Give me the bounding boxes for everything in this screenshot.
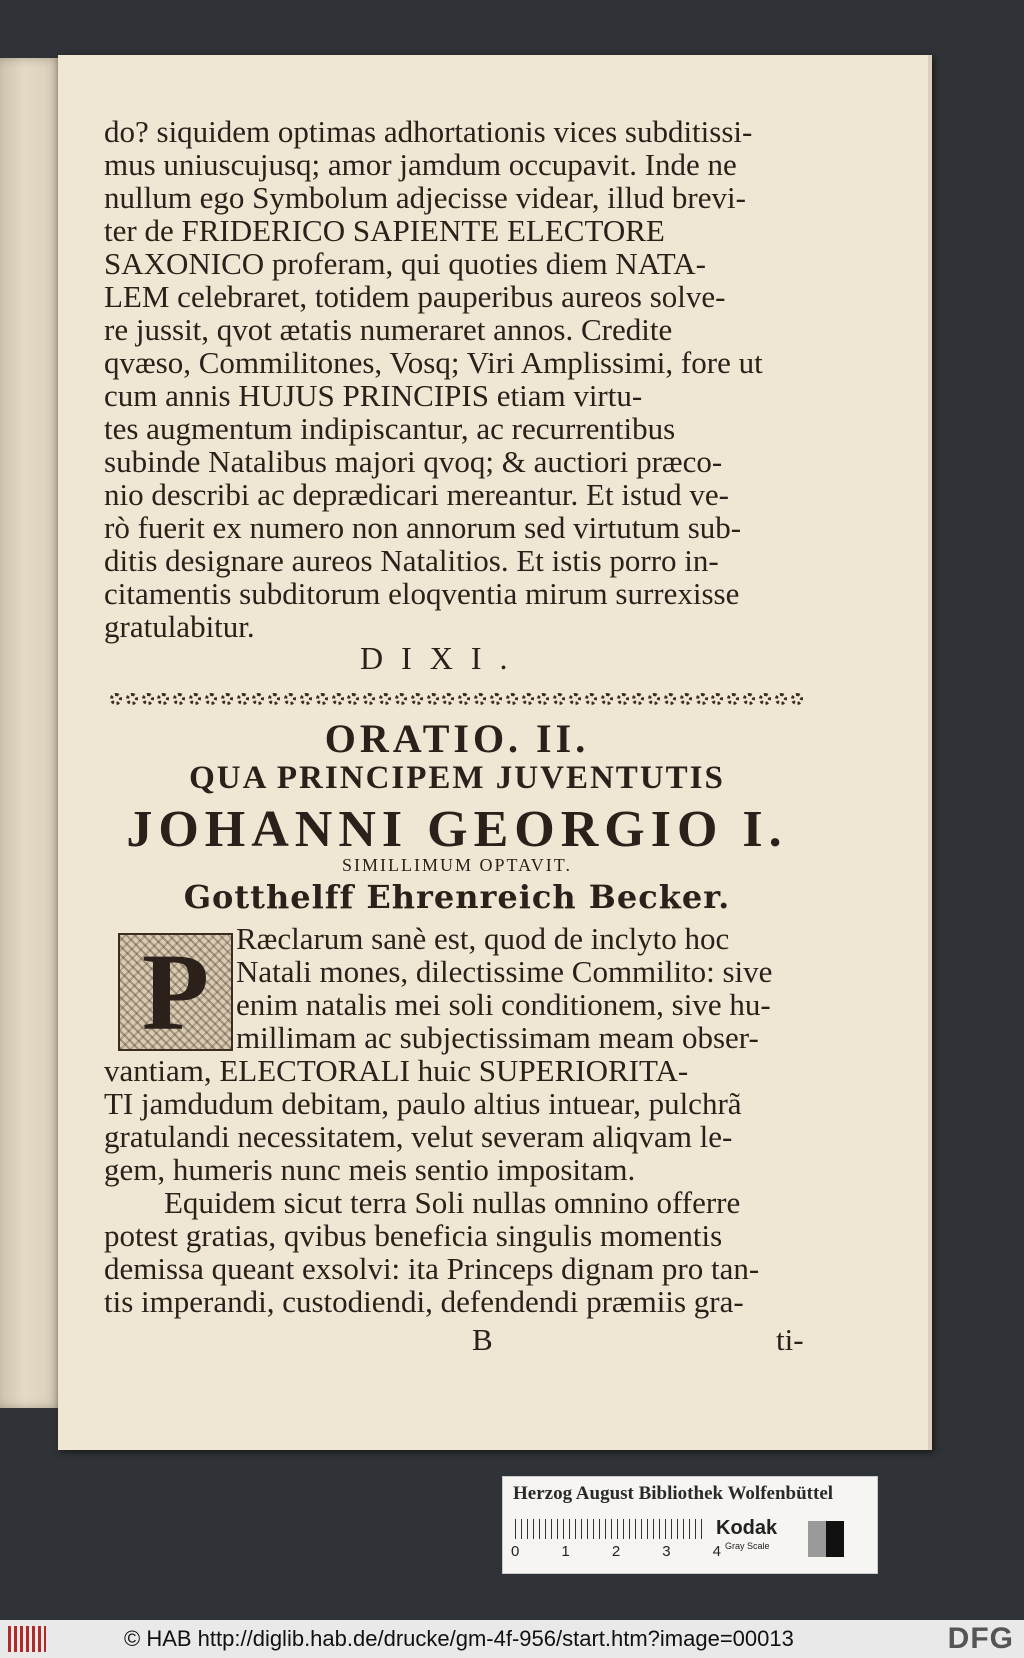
footer-bar (0, 1620, 1024, 1658)
oration-optavit: SIMILLIMUM OPTAVIT. (342, 855, 572, 875)
text-line: rò fuerit ex numero non annorum sed virtutum sub- (104, 510, 742, 545)
ruler-number: 0 (511, 1543, 520, 1560)
ornament-rosette-icon (522, 693, 534, 705)
ornament-rosette-icon (680, 693, 692, 705)
ornament-rosette-icon (727, 693, 739, 705)
ornament-rosette-icon (252, 693, 264, 705)
text-line: cum annis HUJUS PRINCIPIS etiam virtu- (104, 378, 643, 413)
ornament-rosette-icon (142, 693, 154, 705)
catchword: ti- (776, 1322, 804, 1357)
text-line: gem, humeris nunc meis sentio impositam. (104, 1152, 636, 1187)
ornament-rosette-icon (743, 693, 755, 705)
text-line: Equidem sicut terra Soli nullas omnino offerre (164, 1185, 741, 1220)
ornament-rosette-icon (205, 693, 217, 705)
ornament-rosette-icon (427, 693, 439, 705)
ruler-number: 1 (561, 1543, 570, 1560)
footer-copyright-link[interactable]: © HAB http://diglib.hab.de/drucke/gm-4f-956/start.htm?image=00013 (124, 1626, 794, 1651)
ornament-rosette-icon (759, 693, 771, 705)
text-line: demissa queant exsolvi: ita Princeps dignam pro tan- (104, 1251, 760, 1286)
ornament-rosette-icon (585, 693, 597, 705)
ornament-rosette-icon (284, 693, 296, 705)
text-line: vantiam, ELECTORALI huic SUPERIORITA- (104, 1053, 689, 1088)
ornament-rosette-icon (775, 693, 787, 705)
barcode-logo-icon (8, 1626, 46, 1652)
ruler-number: 2 (611, 1543, 621, 1560)
text-line: citamentis subditorum eloqventia mirum surrexisse (104, 576, 740, 611)
ruler-icon (515, 1519, 705, 1539)
text-line: millimam ac subjectissimam meam obser- (236, 1020, 759, 1055)
dixi-closing: DIXI. (360, 640, 526, 676)
ornament-rosette-icon (569, 693, 581, 705)
ornament-rosette-icon (268, 693, 280, 705)
dfg-logo: DFG (947, 1622, 1014, 1655)
black-patch (826, 1521, 844, 1557)
text-line: Natali mones, dilectissime Commilito: sive (236, 954, 773, 989)
ornament-rosette-icon (300, 693, 312, 705)
ornament-rosette-icon (316, 693, 328, 705)
ornament-rosette-icon (157, 693, 169, 705)
gray-scale-label: Gray Scale (725, 1541, 770, 1551)
decorated-initial-icon: P (118, 933, 233, 1051)
ornament-rosette-icon (696, 693, 708, 705)
ornament-rosette-icon (126, 693, 138, 705)
text-line: nio describi ac deprædicari mereantur. Et istud ve- (104, 477, 729, 512)
ornament-rosette-icon (442, 693, 454, 705)
text-line: LEM celebraret, totidem pauperibus aureos solve- (104, 279, 726, 314)
ornament-rosette-icon (332, 693, 344, 705)
text-line: gratulandi necessitatem, velut severam aliqvam le- (104, 1119, 733, 1154)
ornament-rosette-icon (221, 693, 233, 705)
ornament-rosette-icon (379, 693, 391, 705)
ornament-rosette-icon (601, 693, 613, 705)
ornament-rosette-icon (474, 693, 486, 705)
oration-name: JOHANNI GEORGIO I. (126, 801, 788, 858)
text-line: do? siquidem optimas adhortationis vices subditissi- (104, 114, 753, 149)
ornament-rosette-icon (237, 693, 249, 705)
previous-page-edge (0, 58, 62, 1408)
oration-title: ORATIO. II. (324, 716, 590, 761)
text-line: TI jamdudum debitam, paulo altius intuear, pulchrã (104, 1086, 742, 1121)
text-line: tes augmentum indipiscantur, ac recurrentibus (104, 411, 676, 446)
signature-mark: B (472, 1322, 493, 1357)
text-line: potest gratias, qvibus beneficia singulis momentis (104, 1218, 723, 1253)
kodak-brand: Kodak (716, 1517, 778, 1539)
ornament-rosette-icon (537, 693, 549, 705)
ornament-rosette-icon (711, 693, 723, 705)
text-line: qvæso, Commilitones, Vosq; Viri Amplissimi, fore ut (104, 345, 763, 380)
ornament-divider (110, 688, 803, 710)
gray-patch (808, 1521, 826, 1557)
ornament-rosette-icon (632, 693, 644, 705)
ornament-rosette-icon (173, 693, 185, 705)
text-line: Ræclarum sanè est, quod de inclyto hoc (236, 921, 730, 956)
paragraph-1 (104, 115, 804, 643)
ornament-rosette-icon (617, 693, 629, 705)
ornament-rosette-icon (664, 693, 676, 705)
ornament-rosette-icon (506, 693, 518, 705)
ornament-rosette-icon (553, 693, 565, 705)
ornament-rosette-icon (458, 693, 470, 705)
ornament-rosette-icon (791, 693, 803, 705)
text-line: subinde Natalibus majori qvoq; & auctiori præco- (104, 444, 723, 479)
text-line: tis imperandi, custodiendi, defendendi præmiis gra- (104, 1284, 744, 1319)
ornament-rosette-icon (648, 693, 660, 705)
text-line: ditis designare aureos Natalitios. Et istis porro in- (104, 543, 719, 578)
target-title: Herzog August Bibliothek Wolfenbüttel (513, 1483, 834, 1504)
text-line: enim natalis mei soli conditionem, sive hu- (236, 987, 771, 1022)
ornament-rosette-icon (363, 693, 375, 705)
text-line: ter de FRIDERICO SAPIENTE ELECTORE (104, 213, 665, 248)
text-line: gratulabitur. (104, 609, 255, 644)
ruler-number: 3 (662, 1543, 671, 1560)
text-line: re jussit, qvot ætatis numeraret annos. Credite (104, 312, 673, 347)
paragraph-2 (104, 922, 804, 1318)
ornament-rosette-icon (395, 693, 407, 705)
ornament-rosette-icon (347, 693, 359, 705)
ornament-rosette-icon (189, 693, 201, 705)
text-line: nullum ego Symbolum adjecisse videar, illud brevi- (104, 180, 746, 215)
text-line: SAXONICO proferam, qui quoties diem NATA- (104, 246, 706, 281)
text-line: mus uniuscujusq; amor jamdum occupavit. Inde ne (104, 147, 737, 182)
ruler-number: 4 (712, 1543, 721, 1560)
oration-subtitle: QUA PRINCIPEM JUVENTUTIS (189, 760, 725, 796)
ornament-rosette-icon (110, 693, 122, 705)
color-target (502, 1476, 878, 1574)
oration-author: Gotthelff Ehrenreich Becker. (183, 878, 731, 916)
ruler-numbers (511, 1543, 721, 1560)
ornament-rosette-icon (490, 693, 502, 705)
ornament-rosette-icon (411, 693, 423, 705)
